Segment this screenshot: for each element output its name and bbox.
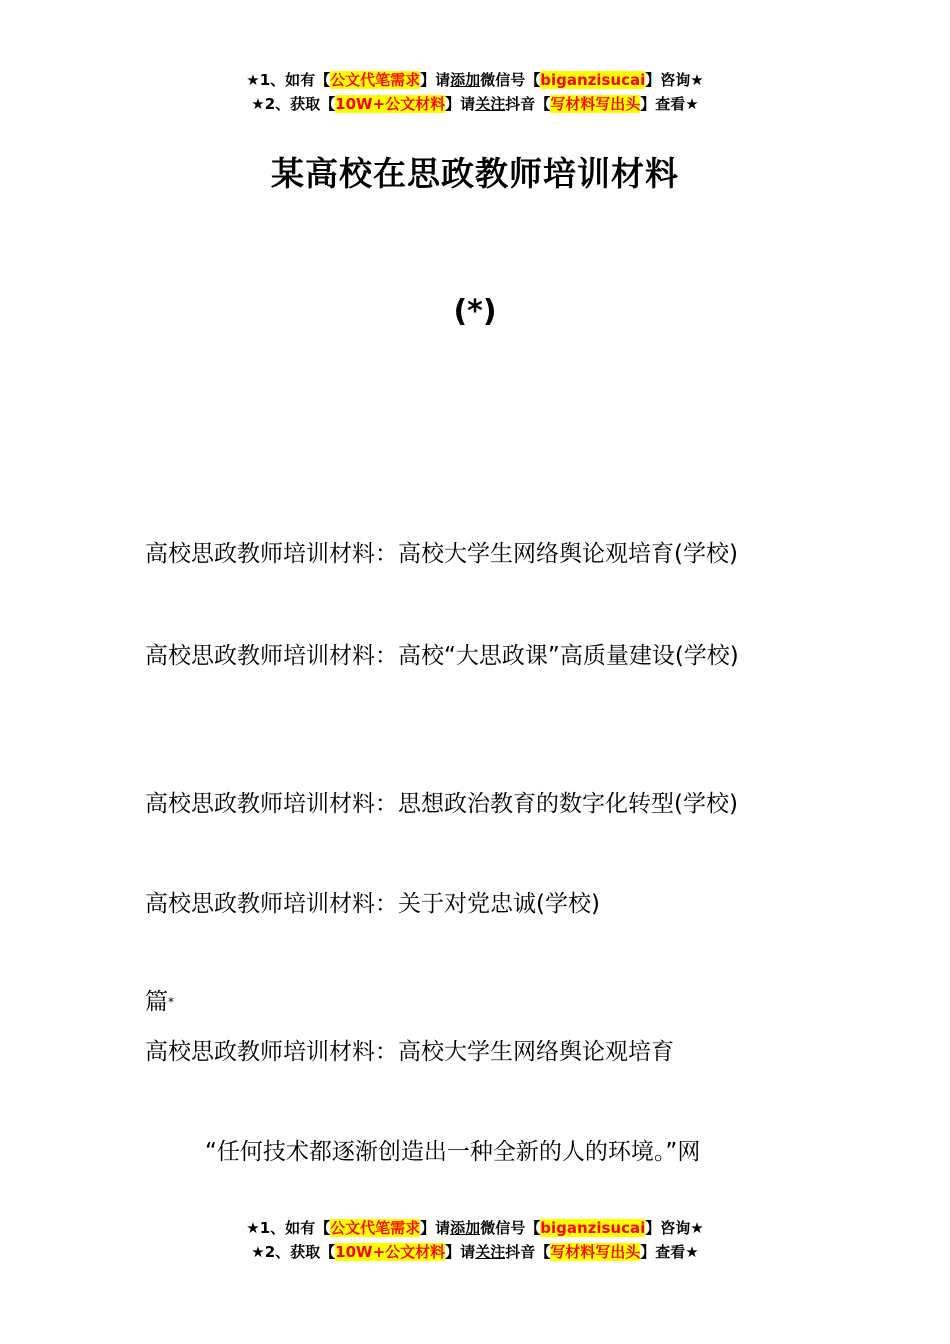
banner-text: 2、获取【 bbox=[264, 95, 336, 113]
banner-text: 】请 bbox=[420, 1219, 451, 1237]
star-icon: ★ bbox=[246, 1219, 260, 1237]
banner-underline: 关注 bbox=[475, 95, 506, 113]
banner-text: 】查看 bbox=[640, 95, 686, 113]
star-icon: ★ bbox=[685, 95, 699, 113]
star-icon: ★ bbox=[685, 1243, 699, 1261]
banner-line-1 bbox=[0, 68, 950, 92]
section-mark: * bbox=[168, 995, 174, 1009]
header-banner bbox=[0, 68, 950, 116]
banner-line-2 bbox=[0, 1240, 950, 1264]
banner-text: 】请 bbox=[445, 95, 476, 113]
star-icon: ★ bbox=[246, 71, 260, 89]
section-title-text: 高校思政教师培训材料：高校大学生网络舆论观培育 bbox=[145, 1039, 674, 1065]
section-label-text: 篇 bbox=[145, 989, 168, 1015]
document-title: 某高校在思政教师培训材料 bbox=[271, 154, 679, 193]
banner-highlight: 公文代笔需求 bbox=[330, 71, 421, 89]
footer-banner bbox=[0, 1216, 950, 1264]
banner-text: 1、如有【 bbox=[259, 1219, 331, 1237]
toc-item bbox=[145, 632, 810, 680]
section-title bbox=[145, 1028, 810, 1076]
toc-item bbox=[145, 880, 810, 928]
banner-text: 抖音【 bbox=[505, 95, 551, 113]
banner-text: 】咨询 bbox=[645, 71, 691, 89]
star-icon: ★ bbox=[690, 71, 704, 89]
toc-item-1: 高校思政教师培训材料：高校大学生网络舆论观培育(学校) bbox=[145, 541, 738, 567]
banner-highlight: 10W+公文材料 bbox=[335, 1243, 446, 1261]
toc-item-3: 高校思政教师培训材料：思想政治教育的数字化转型(学校) bbox=[145, 791, 738, 817]
banner-line-1 bbox=[0, 1216, 950, 1240]
banner-text: 】查看 bbox=[640, 1243, 686, 1261]
star-icon: ★ bbox=[251, 1243, 265, 1261]
douyin-account: 写材料写出头 bbox=[550, 95, 641, 113]
banner-text: 】请 bbox=[445, 1243, 476, 1261]
banner-underline: 关注 bbox=[475, 1243, 506, 1261]
wechat-id: biganzisucai bbox=[540, 71, 646, 89]
banner-text: 抖音【 bbox=[505, 1243, 551, 1261]
banner-highlight: 公文代笔需求 bbox=[330, 1219, 421, 1237]
paragraph bbox=[205, 1128, 810, 1176]
banner-text: 】请 bbox=[420, 71, 451, 89]
toc-item-2: 高校思政教师培训材料：高校“大思政课”高质量建设(学校) bbox=[145, 643, 739, 669]
document-subtitle: (*) bbox=[453, 294, 497, 329]
star-icon: ★ bbox=[690, 1219, 704, 1237]
toc-item bbox=[145, 780, 810, 828]
toc-item bbox=[145, 530, 810, 578]
star-icon: ★ bbox=[251, 95, 265, 113]
section-label bbox=[145, 978, 810, 1026]
banner-text: 1、如有【 bbox=[259, 71, 331, 89]
toc-item-4: 高校思政教师培训材料：关于对党忠诚(学校) bbox=[145, 891, 600, 917]
wechat-id: biganzisucai bbox=[540, 1219, 646, 1237]
banner-text: 微信号【 bbox=[480, 1219, 541, 1237]
banner-underline: 添加 bbox=[450, 1219, 481, 1237]
banner-text: 2、获取【 bbox=[264, 1243, 336, 1261]
douyin-account: 写材料写出头 bbox=[550, 1243, 641, 1261]
paragraph-text: “任何技术都逐渐创造出一种全新的人的环境。”网 bbox=[205, 1139, 701, 1165]
banner-text: 微信号【 bbox=[480, 71, 541, 89]
banner-line-2 bbox=[0, 92, 950, 116]
banner-highlight: 10W+公文材料 bbox=[335, 95, 446, 113]
banner-underline: 添加 bbox=[450, 71, 481, 89]
banner-text: 】咨询 bbox=[645, 1219, 691, 1237]
